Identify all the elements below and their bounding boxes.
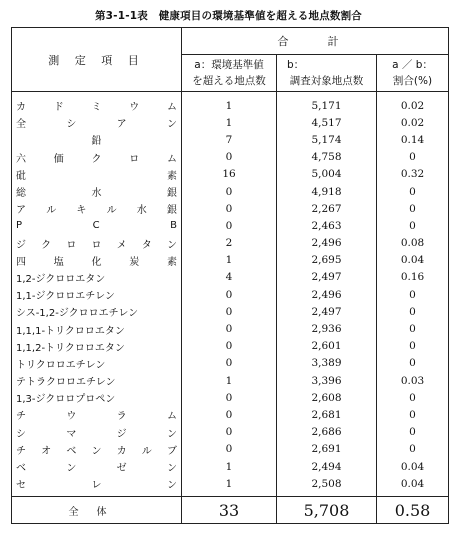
row-value-ratio: 0	[409, 305, 416, 318]
row-item-name	[12, 441, 182, 458]
column-b-header	[277, 55, 377, 92]
table-row	[12, 441, 449, 458]
row-value-a: 1	[225, 254, 233, 267]
row-value-b: 3,396	[277, 372, 377, 389]
table-row	[12, 200, 449, 217]
table-row	[12, 286, 449, 303]
row-item-name	[12, 303, 182, 320]
row-value-a: 0	[225, 323, 233, 336]
column-a-header-line1: a：環境基準値	[194, 59, 264, 71]
total-header: 合 計	[182, 28, 449, 55]
row-item-name	[12, 338, 182, 355]
row-item-name-text: 六 価 ク ロ ム	[16, 153, 177, 165]
row-value-a: 0	[225, 219, 233, 232]
row-item-name	[12, 389, 182, 406]
row-value-ratio: 0.04	[400, 477, 425, 490]
row-value-a: 1	[225, 99, 233, 112]
row-value-a: 2	[225, 237, 233, 250]
row-value-a: 4	[225, 271, 233, 284]
column-ratio-header-line1: a ／ b：	[392, 59, 433, 71]
total-row-a: 33	[182, 497, 277, 524]
table-row	[12, 183, 449, 200]
row-item-name	[12, 372, 182, 389]
row-item-name-text: 1,1-ジクロロエチレン	[16, 291, 115, 303]
row-item-name	[12, 406, 182, 423]
row-value-ratio: 0.02	[400, 99, 425, 112]
table-row	[12, 389, 449, 406]
row-value-ratio: 0	[409, 288, 416, 301]
row-item-name-text: シス-1,2-ジクロロエチレン	[16, 308, 139, 320]
row-value-b: 5,171	[277, 92, 377, 115]
row-item-name-text: 鉛	[91, 136, 102, 148]
row-item-name-text: テトラクロロエチレン	[16, 377, 116, 389]
row-value-ratio: 0	[409, 357, 416, 370]
table-row	[12, 217, 449, 234]
row-item-name	[12, 235, 182, 252]
row-value-a: 0	[225, 408, 233, 421]
row-item-name-text: チ オ ベ ン カ ル ブ	[16, 445, 177, 457]
row-value-b: 5,174	[277, 131, 377, 148]
table-row	[12, 235, 449, 252]
table-row	[12, 320, 449, 337]
row-value-a: 1	[225, 460, 233, 473]
row-item-name-text: 1,1,2-トリクロロエタン	[16, 342, 125, 354]
table-row	[12, 475, 449, 497]
row-item-name	[12, 424, 182, 441]
row-value-b: 2,497	[277, 269, 377, 286]
row-item-name	[12, 200, 182, 217]
table-row	[12, 114, 449, 131]
row-item-name-text: 総 水 銀	[16, 188, 177, 200]
row-item-name-text: 1,2-ジクロロエタン	[16, 273, 106, 285]
row-value-b: 4,517	[277, 114, 377, 131]
row-value-ratio: 0.03	[400, 374, 425, 387]
row-value-a: 1	[225, 477, 233, 490]
total-row	[12, 497, 449, 524]
row-item-name-text: 四 塩 化 炭 素	[16, 256, 177, 268]
row-item-name	[12, 183, 182, 200]
column-a-header	[182, 55, 277, 92]
row-item-name	[12, 269, 182, 286]
row-item-name-text: セ レ ン	[16, 480, 177, 492]
row-value-ratio: 0	[409, 151, 416, 164]
row-value-a: 0	[225, 426, 233, 439]
row-value-ratio: 0	[409, 323, 416, 336]
column-b-header-line1: b：	[287, 59, 305, 71]
table-row	[12, 458, 449, 475]
row-value-ratio: 0	[409, 426, 416, 439]
row-item-name	[12, 286, 182, 303]
row-value-ratio: 0	[409, 391, 416, 404]
row-value-ratio: 0.02	[400, 116, 425, 129]
row-value-b: 5,004	[277, 166, 377, 183]
row-value-b: 2,496	[277, 286, 377, 303]
row-item-name	[12, 458, 182, 475]
row-item-name-text: 全 シ ア ン	[16, 119, 177, 131]
row-item-name-text: 1,3-ジクロロプロペン	[16, 394, 116, 406]
table-row	[12, 372, 449, 389]
row-value-ratio: 0.04	[400, 254, 425, 267]
table-row	[12, 269, 449, 286]
row-value-a: 0	[225, 202, 233, 215]
table-row	[12, 131, 449, 148]
row-item-name-text: チ ウ ラ ム	[16, 411, 177, 423]
row-item-name	[12, 166, 182, 183]
row-value-b: 2,691	[277, 441, 377, 458]
row-value-a: 0	[225, 443, 233, 456]
row-item-name-text: ア ル キ ル 水 銀	[16, 205, 177, 217]
row-value-a: 7	[225, 133, 233, 146]
row-value-b: 2,496	[277, 235, 377, 252]
row-item-name	[12, 320, 182, 337]
table-title: 第3-1-1表 健康項目の環境基準値を超える地点数割合	[94, 10, 363, 22]
table-row	[12, 338, 449, 355]
table-row	[12, 355, 449, 372]
row-item-name	[12, 149, 182, 166]
row-item-name	[12, 475, 182, 497]
row-value-b: 2,267	[277, 200, 377, 217]
row-value-ratio: 0.08	[400, 237, 425, 250]
row-item-name-text: ジ ク ロ ロ メ タ ン	[16, 239, 177, 251]
row-item-name-text: カ ド ミ ウ ム	[16, 102, 177, 114]
row-value-b: 4,758	[277, 149, 377, 166]
table-row	[12, 149, 449, 166]
row-item-name-text: P C B	[16, 220, 177, 232]
row-value-b: 4,918	[277, 183, 377, 200]
row-value-b: 2,608	[277, 389, 377, 406]
row-value-b: 2,508	[277, 475, 377, 497]
column-a-header-line2: を超える地点数	[192, 75, 266, 87]
table-row	[12, 424, 449, 441]
row-value-a: 0	[225, 288, 233, 301]
column-ratio-header-line2: 割合(%)	[392, 75, 433, 87]
table-row	[12, 252, 449, 269]
column-b-header-line2: 調査対象地点数	[289, 75, 364, 87]
row-item-name-text: 砒 素	[16, 170, 177, 182]
table-row	[12, 303, 449, 320]
row-item-name	[12, 355, 182, 372]
row-value-ratio: 0.32	[400, 168, 425, 181]
row-value-ratio: 0.14	[400, 133, 425, 146]
total-row-label: 全体	[12, 497, 182, 524]
row-value-ratio: 0.04	[400, 460, 425, 473]
row-value-b: 2,681	[277, 406, 377, 423]
row-value-b: 2,936	[277, 320, 377, 337]
row-value-ratio: 0.16	[400, 271, 425, 284]
row-item-name	[12, 114, 182, 131]
row-value-b: 2,494	[277, 458, 377, 475]
table-row	[12, 406, 449, 423]
total-row-b: 5,708	[277, 497, 377, 524]
column-ratio-header	[377, 55, 449, 92]
data-table	[11, 27, 449, 524]
row-value-ratio: 0	[409, 202, 416, 215]
table-row	[12, 166, 449, 183]
row-value-b: 2,695	[277, 252, 377, 269]
row-value-ratio: 0	[409, 443, 416, 456]
row-item-name-text: 1,1,1-トリクロロエタン	[16, 325, 125, 337]
row-item-name-text: ベ ン ゼ ン	[16, 463, 177, 475]
row-value-a: 0	[225, 151, 233, 164]
row-value-a: 0	[225, 357, 233, 370]
row-value-b: 2,463	[277, 217, 377, 234]
table-row	[12, 92, 449, 115]
row-value-b: 2,497	[277, 303, 377, 320]
row-value-a: 16	[222, 168, 236, 181]
row-value-a: 0	[225, 340, 233, 353]
row-item-name	[12, 252, 182, 269]
row-value-b: 2,601	[277, 338, 377, 355]
item-column-header: 測 定 項 目	[12, 28, 182, 92]
row-value-a: 0	[225, 305, 233, 318]
row-value-ratio: 0	[409, 185, 416, 198]
total-row-ratio: 0.58	[377, 497, 449, 524]
row-value-a: 0	[225, 391, 233, 404]
row-item-name	[12, 92, 182, 115]
row-value-ratio: 0	[409, 340, 416, 353]
row-value-a: 0	[225, 185, 233, 198]
row-value-a: 1	[225, 116, 233, 129]
row-value-ratio: 0	[409, 408, 416, 421]
row-item-name-text: シ マ ジ ン	[16, 428, 177, 440]
row-value-b: 2,686	[277, 424, 377, 441]
row-item-name	[12, 217, 182, 234]
row-item-name-text: トリクロロエチレン	[16, 359, 106, 371]
row-item-name	[12, 131, 182, 148]
row-value-a: 1	[225, 374, 233, 387]
row-value-b: 3,389	[277, 355, 377, 372]
row-value-ratio: 0	[409, 219, 416, 232]
